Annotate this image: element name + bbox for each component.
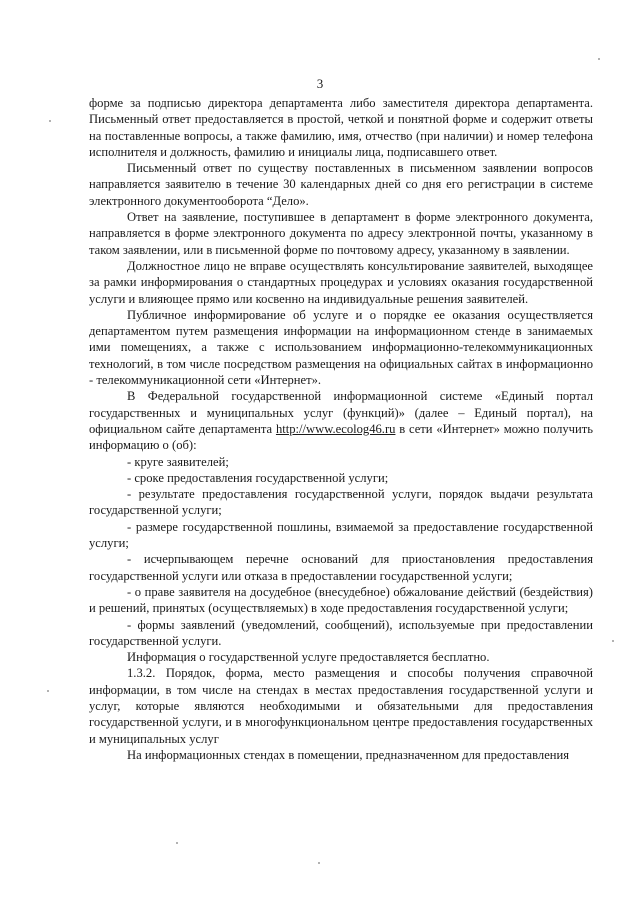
list-item: - исчерпывающем перечне оснований для приостановления предоставления государственной услуги или отказа в предоставлении государственной услуги; [89,552,593,583]
paragraph: На информационных стендах в помещении, предназначенном для предоставления [127,747,570,762]
document-body [89,95,593,763]
scan-speck [598,58,600,60]
paragraph: Информация о государственной услуге предоставляется бесплатно. [127,650,490,665]
list-item: - сроке предоставления государственной услуги; [127,470,389,485]
scan-speck [49,120,51,122]
portal-text-before-link: В Федеральной государственной информационной системе «Единый портал государственных и муниципальных услуг (функций)» (далее – Единый портал), на официальном сайте департамента [89,389,593,436]
list-item: - о праве заявителя на досудебное (внесудебное) обжалование действий (бездействия) и решений, принятых (осуществляемых) в ходе предоставления государственной услуги; [89,584,593,616]
paragraph: Публичное информирование об услуге и о порядке ее оказания осуществляется департаментом путем размещения информации на информационном стенде в занимаемых ими помещениях, а также с использованием информационно-телекоммуникационных технологий, в том числе посредством размещения на официальных сайтах в информационно - телекоммуникационной сети «Интернет». [89,307,593,388]
paragraph: Письменный ответ по существу поставленных в письменном заявлении вопросов направляется заявителю в течение 30 календарных дней со дня его регистрации в системе электронного документооборота “Дело». [89,161,593,208]
portal-text-after-link: в сети «Интернет» можно получить информацию о (об): [89,421,593,453]
paragraph: Ответ на заявление, поступившее в департамент в форме электронного документа, направляется в форме электронного документа по адресу электронной почты, указанному в таком заявлении, или в письменной форме по почтовому адресу, указанному в заявлении. [89,210,593,257]
list-item: - круге заявителей; [127,454,229,469]
paragraph: Должностное лицо не вправе осуществлять консультирование заявителей, выходящее за рамки информирования о стандартных процедурах и условиях оказания государственной услуги и влияющее прямо или косвенно на индивидуальные решения заявителей. [89,258,593,306]
scan-speck [318,862,320,864]
list-item: - формы заявлений (уведомлений, сообщений), используемые при предоставлении государственной услуги. [89,617,593,648]
scan-speck [47,690,49,692]
department-website-link[interactable]: http://www.ecolog46.ru [275,421,396,436]
scan-speck [612,640,614,642]
page-number: 3 [316,76,324,91]
section-paragraph: 1.3.2. Порядок, форма, место размещения и способы получения справочной информации, в том числе на стендах в местах предоставления государственной услуги и услуг, которые являются необходимыми и обязательными для предоставления государственной услуги, и в многофункциональном центре предоставления государственных и муниципальных услуг [89,666,593,746]
list-item: - размере государственной пошлины, взимаемой за предоставление государственной услуги; [89,519,593,551]
scan-speck [176,842,178,844]
list-item: - результате предоставления государственной услуги, порядок выдачи результата государственной услуги; [89,487,593,518]
paragraph: форме за подписью директора департамента либо заместителя директора департамента. Письменный ответ предоставляется в простой, четкой и понятной форме и содержит ответы на поставленные вопросы, а также фамилию, имя, отчество (при наличии) и номер телефона исполнителя и должность, фамилию и инициалы лица, подписавшего ответ. [89,96,593,159]
portal-paragraph [89,388,593,453]
